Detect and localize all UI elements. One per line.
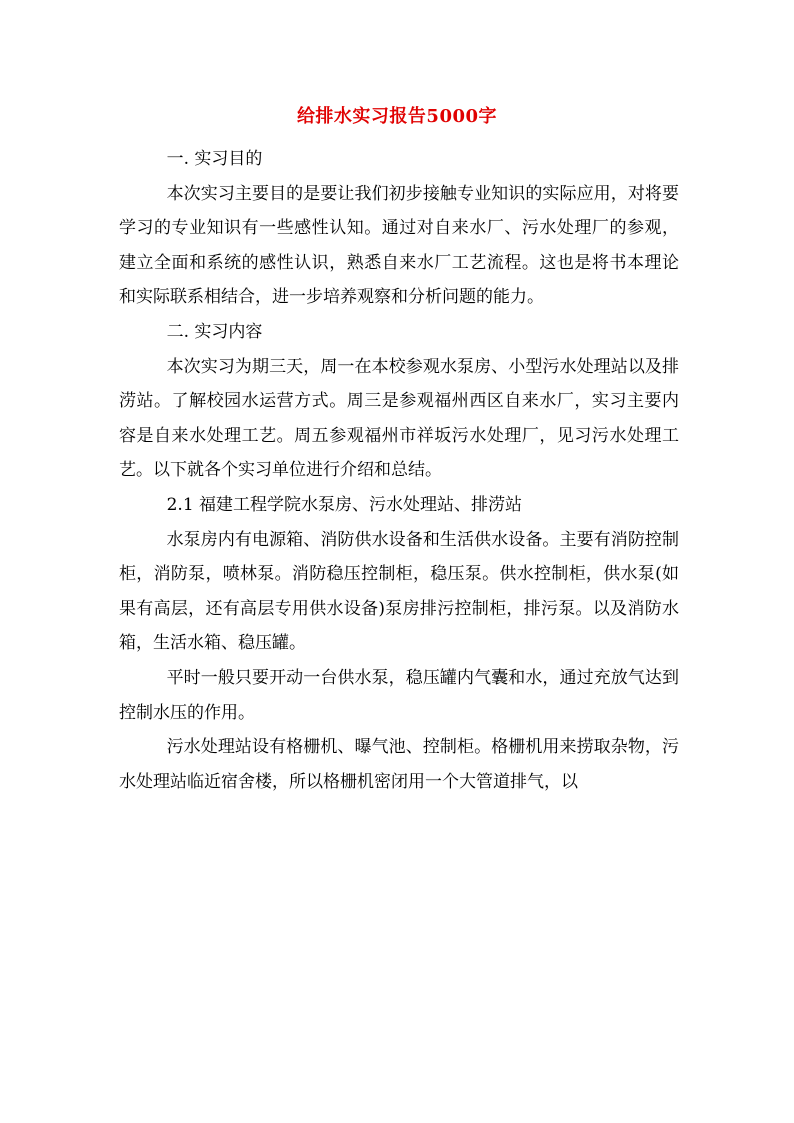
subsection-heading-2-1: 2.1 福建工程学院水泵房、污水处理站、排涝站 — [166, 494, 523, 515]
paragraph-pump-room: 水泵房内有电源箱、消防供水设备和生活供水设备。主要有消防控制柜，消防泵，喷林泵。消防稳压控制柜，稳压泵。供水控制柜，供水泵(如果有高层，还有高层专用供水设备)泵房排污控制柜，排污泵。以及消防水箱，生活水箱、稳压罐。 — [119, 529, 679, 654]
paragraph-sewage-station: 污水处理站设有格栅机、曝气池、控制柜。格栅机用来捞取杂物，污水处理站临近宿舍楼，所以格栅机密闭用一个大管道排气，以 — [119, 737, 679, 792]
section-heading-purpose: 一. 实习目的 — [166, 149, 263, 169]
paragraph-purpose: 本次实习主要目的是要让我们初步接触专业知识的实际应用，对将要学习的专业知识有一些感性认知。通过对自来水厂、污水处理厂的参观，建立全面和系统的感性认识，熟悉自来水厂工艺流程。这也是将书本理论和实际联系相结合，进一步培养观察和分析问题的能力。 — [119, 183, 679, 308]
document-title: 给排水实习报告5000字 — [296, 106, 498, 127]
section-heading-content: 二. 实习内容 — [166, 321, 263, 342]
document-body — [119, 142, 679, 799]
paragraph-content-overview: 本次实习为期三天，周一在本校参观水泵房、小型污水处理站以及排涝站。了解校园水运营方式。周三是参观福州西区自来水厂，实习主要内容是自来水处理工艺。周五参观福州市祥坂污水处理厂，见习污水处理工艺。以下就各个实习单位进行介绍和总结。 — [119, 356, 679, 481]
paragraph-supply-pump: 平时一般只要开动一台供水泵，稳压罐内气囊和水，通过充放气达到控制水压的作用。 — [119, 667, 679, 723]
